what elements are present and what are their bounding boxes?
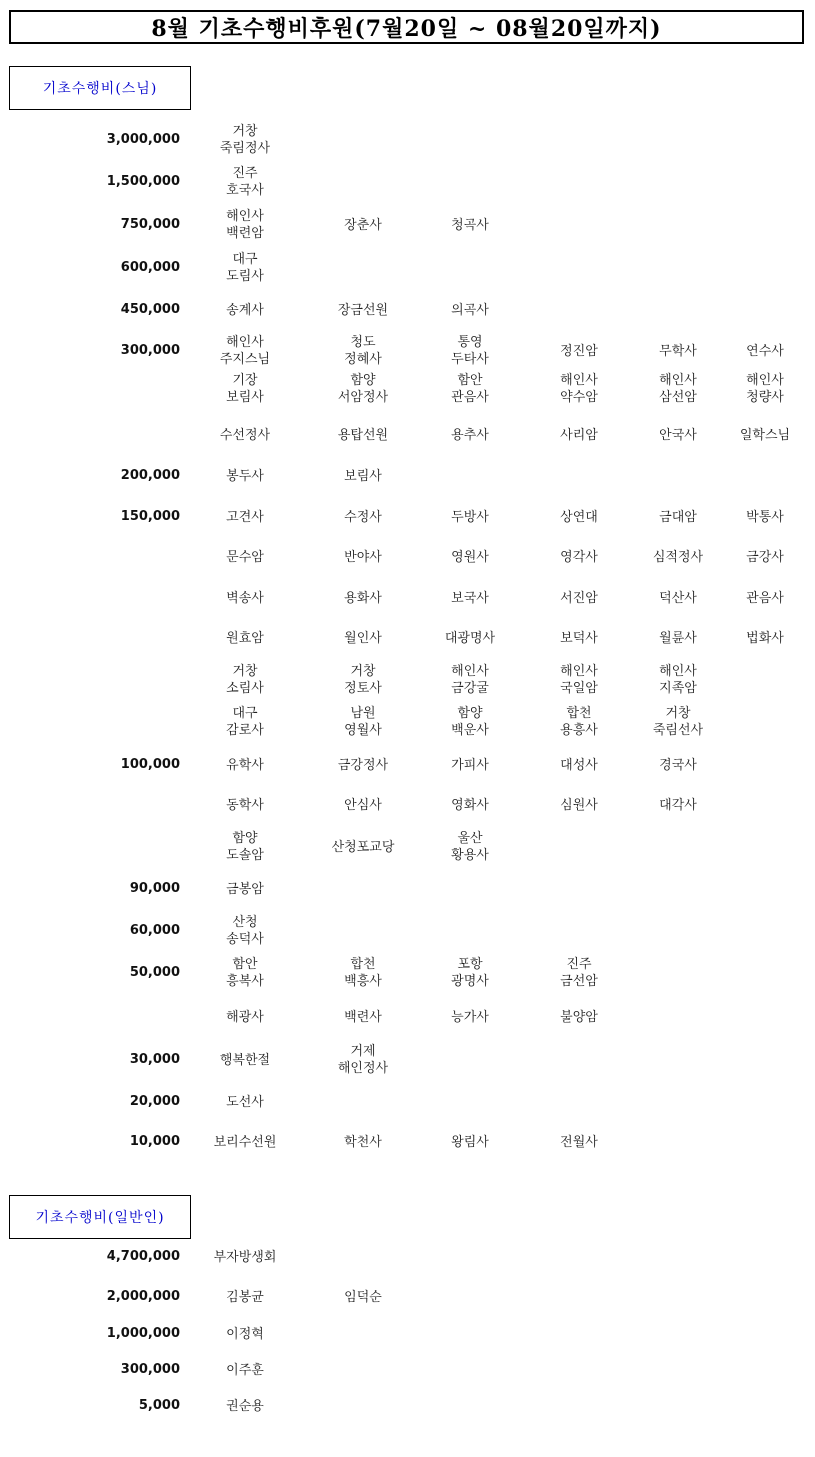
donor-name: 기장 보림사 [226, 373, 264, 405]
donor-name: 해인사 국일암 [560, 664, 598, 696]
donor-name: 금강사 [746, 549, 784, 565]
donor-name: 부자방생회 [213, 1249, 277, 1265]
donor-name: 장금선원 [337, 302, 389, 318]
donation-amount: 30,000 [129, 1052, 180, 1067]
donor-name: 권순용 [226, 1398, 264, 1414]
donor-name: 산청 송덕사 [226, 915, 264, 947]
donor-name: 남원 영월사 [344, 706, 382, 738]
donor-name: 반야사 [344, 549, 382, 565]
donor-name: 정진암 [560, 343, 598, 359]
donor-name: 청곡사 [451, 217, 489, 233]
donor-name: 함양 서암정사 [337, 373, 389, 405]
donor-name: 용추사 [451, 427, 489, 443]
donor-name: 해인사 약수암 [560, 373, 598, 405]
donor-name: 백련사 [344, 1009, 382, 1025]
donation-amount: 1,500,000 [106, 174, 180, 189]
donor-name: 보림사 [344, 468, 382, 484]
donation-amount: 600,000 [120, 260, 180, 275]
donation-amount: 2,000,000 [106, 1289, 180, 1304]
donation-amount: 50,000 [129, 965, 180, 980]
donor-name: 가피사 [451, 757, 489, 773]
donor-name: 심적정사 [652, 549, 704, 565]
donation-amount: 4,700,000 [106, 1249, 180, 1264]
donor-name: 고견사 [226, 509, 264, 525]
donor-name: 연수사 [746, 343, 784, 359]
donor-name: 임덕순 [344, 1289, 382, 1305]
donor-name: 포항 광명사 [451, 957, 489, 989]
donor-name: 이정혁 [226, 1326, 264, 1342]
donation-amount: 5,000 [138, 1398, 180, 1413]
donor-name: 상연대 [560, 509, 598, 525]
donor-name: 영원사 [451, 549, 489, 565]
donor-name: 함안 흥복사 [226, 957, 264, 989]
donor-name: 용탑선원 [337, 427, 389, 443]
donor-name: 무학사 [659, 343, 697, 359]
donor-name: 금대암 [659, 509, 697, 525]
donor-name: 박통사 [746, 509, 784, 525]
donor-name: 월인사 [344, 630, 382, 646]
donation-amount: 100,000 [120, 757, 180, 772]
donor-name: 거창 죽림정사 [219, 124, 271, 156]
donor-name: 보리수선원 [213, 1134, 277, 1150]
donor-name: 해광사 [226, 1009, 264, 1025]
donor-name: 일학스님 [739, 427, 791, 443]
section-label-monks: 기초수행비(스님) [9, 66, 191, 110]
donor-name: 대각사 [659, 797, 697, 813]
donor-name: 관음사 [746, 590, 784, 606]
donor-name: 봉두사 [226, 468, 264, 484]
donor-name: 합천 백흥사 [344, 957, 382, 989]
donor-name: 법화사 [746, 630, 784, 646]
donor-name: 벽송사 [226, 590, 264, 606]
donor-name: 해인사 청량사 [746, 373, 784, 405]
donor-name: 용화사 [344, 590, 382, 606]
donor-name: 학천사 [344, 1134, 382, 1150]
donor-name: 금봉암 [226, 881, 264, 897]
donor-name: 진주 금선암 [560, 957, 598, 989]
donor-name: 영화사 [451, 797, 489, 813]
section-label-laypeople: 기초수행비(일반인) [9, 1195, 191, 1239]
donor-name: 문수암 [226, 549, 264, 565]
donor-name: 금강정사 [337, 757, 389, 773]
donor-name: 안국사 [659, 427, 697, 443]
donor-name: 안심사 [344, 797, 382, 813]
donor-name: 불양암 [560, 1009, 598, 1025]
donor-name: 경국사 [659, 757, 697, 773]
donor-name: 이주훈 [226, 1362, 264, 1378]
donation-amount: 10,000 [129, 1134, 180, 1149]
donor-name: 대구 도림사 [226, 252, 264, 284]
donor-name: 도선사 [226, 1094, 264, 1110]
donation-amount: 90,000 [129, 881, 180, 896]
donor-name: 함양 도솔암 [226, 831, 264, 863]
donor-name: 청도 정혜사 [344, 335, 382, 367]
donation-amount: 450,000 [120, 302, 180, 317]
donation-amount: 60,000 [129, 923, 180, 938]
donor-name: 해인사 백련암 [226, 209, 264, 241]
donor-name: 김봉균 [226, 1289, 264, 1305]
donor-name: 행복한절 [219, 1052, 271, 1068]
donation-amount: 300,000 [120, 343, 180, 358]
donor-name: 함안 관음사 [451, 373, 489, 405]
donation-amount: 20,000 [129, 1094, 180, 1109]
donation-amount: 200,000 [120, 468, 180, 483]
donor-name: 보국사 [451, 590, 489, 606]
donor-name: 사리암 [560, 427, 598, 443]
donor-name: 수정사 [344, 509, 382, 525]
donor-name: 거창 소림사 [226, 664, 264, 696]
donor-name: 왕림사 [451, 1134, 489, 1150]
donor-name: 대구 감로사 [226, 706, 264, 738]
donor-name: 해인사 주지스님 [219, 335, 271, 367]
donor-name: 능가사 [451, 1009, 489, 1025]
donor-name: 통영 두타사 [451, 335, 489, 367]
donation-amount: 3,000,000 [106, 132, 180, 147]
donor-name: 산청포교당 [331, 839, 395, 855]
page-title: 8월 기초수행비후원(7월20일 ~ 08월20일까지) [9, 10, 804, 44]
donor-name: 합천 용흥사 [560, 706, 598, 738]
donor-name: 덕산사 [659, 590, 697, 606]
donor-name: 함양 백운사 [451, 706, 489, 738]
donation-amount: 300,000 [120, 1362, 180, 1377]
donation-amount: 150,000 [120, 509, 180, 524]
donor-name: 월륜사 [659, 630, 697, 646]
donor-name: 두방사 [451, 509, 489, 525]
donor-name: 진주 호국사 [226, 166, 264, 198]
donor-name: 유학사 [226, 757, 264, 773]
donor-name: 전월사 [560, 1134, 598, 1150]
donor-name: 송계사 [226, 302, 264, 318]
donor-name: 해인사 지족암 [659, 664, 697, 696]
donor-name: 영각사 [560, 549, 598, 565]
donor-name: 보덕사 [560, 630, 598, 646]
donor-name: 원효암 [226, 630, 264, 646]
donor-name: 거창 죽림선사 [652, 706, 704, 738]
donor-name: 수선정사 [219, 427, 271, 443]
donor-name: 동학사 [226, 797, 264, 813]
donor-name: 심원사 [560, 797, 598, 813]
donor-name: 장춘사 [344, 217, 382, 233]
donor-name: 서진암 [560, 590, 598, 606]
donor-name: 거창 정토사 [344, 664, 382, 696]
donation-amount: 750,000 [120, 217, 180, 232]
donor-name: 대성사 [560, 757, 598, 773]
donor-name: 해인사 삼선암 [659, 373, 697, 405]
donor-name: 대광명사 [444, 630, 496, 646]
donor-name: 해인사 금강굴 [451, 664, 489, 696]
donor-name: 울산 황용사 [451, 831, 489, 863]
donor-name: 의곡사 [451, 302, 489, 318]
donation-amount: 1,000,000 [106, 1326, 180, 1341]
donor-name: 거제 해인정사 [337, 1044, 389, 1076]
